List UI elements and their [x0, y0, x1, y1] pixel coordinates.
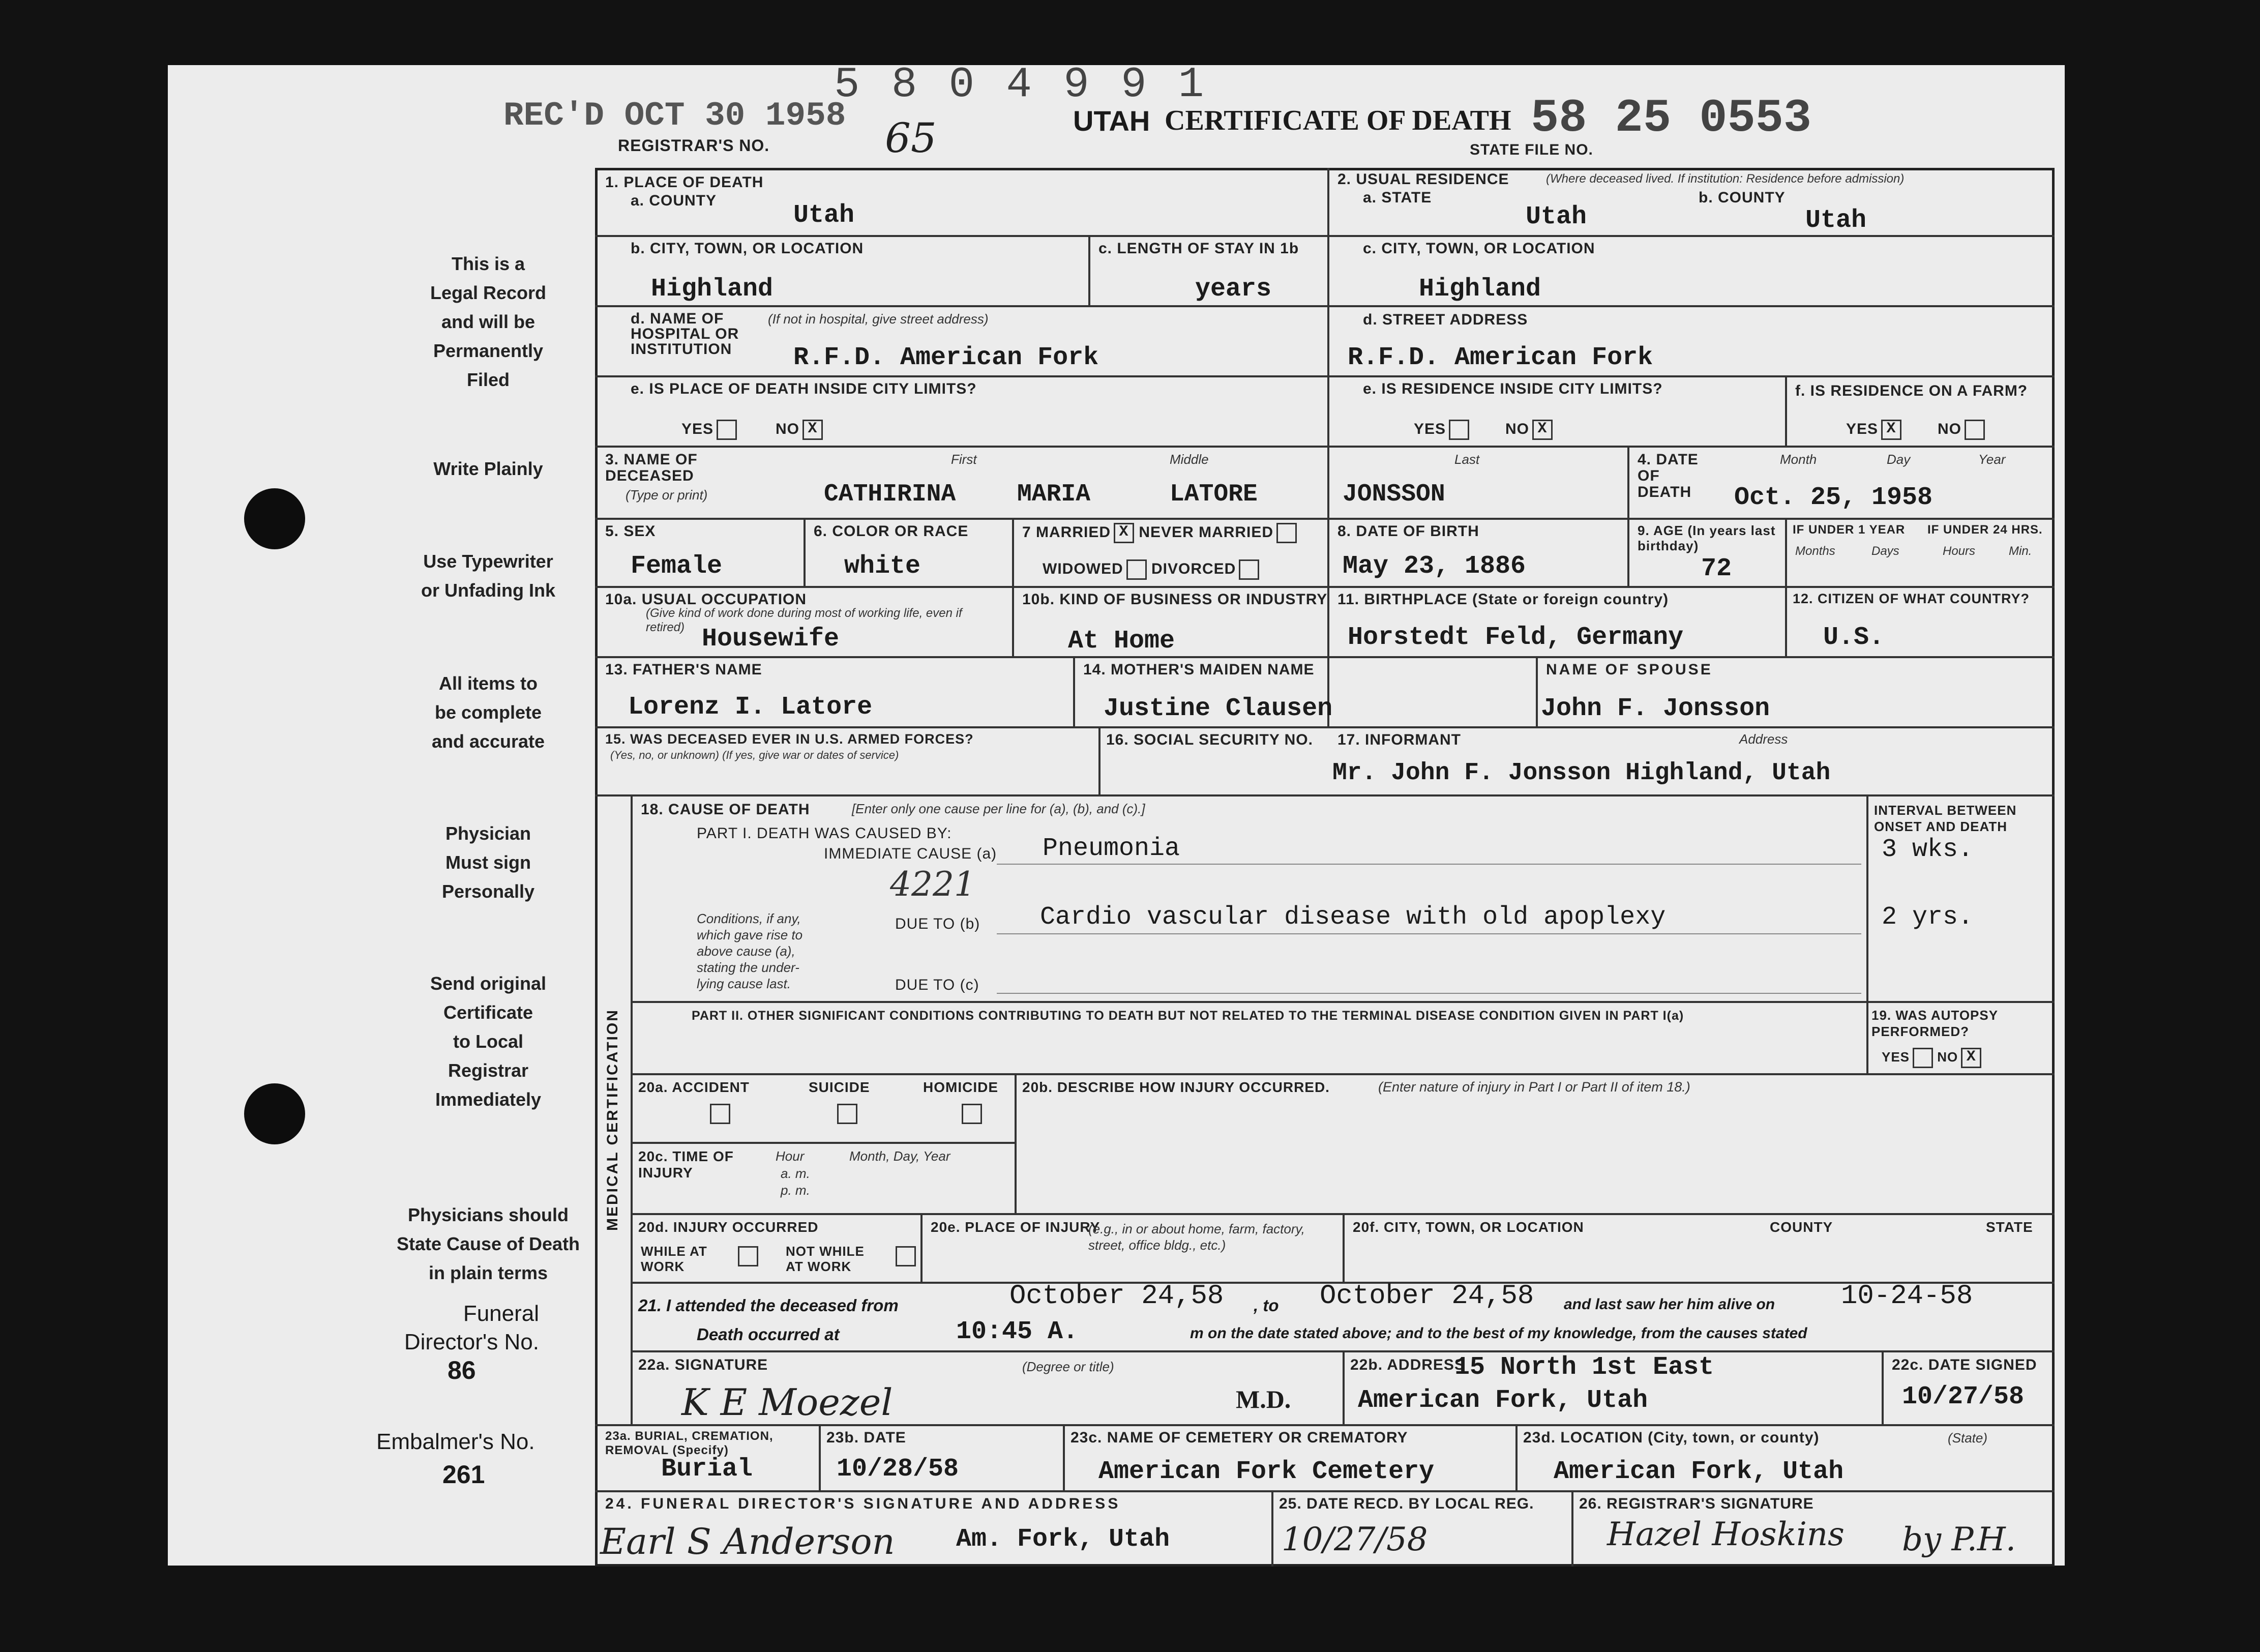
death-occurred-label: Death occurred at	[697, 1325, 840, 1344]
burial-date: 10/28/58	[837, 1455, 959, 1484]
physician-address-2: American Fork, Utah	[1358, 1386, 1648, 1415]
accident-checkbox[interactable]	[710, 1104, 730, 1124]
physician-signature: K E Moezel	[681, 1381, 893, 1424]
informant-label: 17. INFORMANT	[1337, 731, 1462, 748]
hours-label: Hours	[1943, 544, 1976, 558]
rule	[997, 993, 1861, 994]
rule	[1785, 375, 1787, 446]
conditions-note: Conditions, if any, which gave rise to above cause (a), stating the under- lying cause last.	[697, 911, 803, 991]
rule	[595, 586, 2055, 588]
rule	[1271, 1490, 1273, 1567]
place-of-injury-note: (e.g., in or about home, farm, factory, street, office bldg., etc.)	[1088, 1221, 1305, 1253]
informant-address-label: Address	[1739, 731, 1788, 747]
residence-county: Utah	[1805, 206, 1867, 235]
farm-label: f. IS RESIDENCE ON A FARM?	[1795, 382, 2028, 399]
age: 72	[1701, 554, 1732, 583]
checkbox[interactable]: X	[802, 420, 823, 440]
date-signed-label: 22c. DATE SIGNED	[1892, 1356, 2037, 1373]
rule	[631, 1073, 2055, 1075]
checkbox[interactable]: X	[1532, 420, 1553, 440]
death-inside-city-no[interactable]: NO X	[776, 420, 823, 440]
last-name: JONSSON	[1343, 481, 1445, 508]
date-of-birth: May 23, 1886	[1343, 552, 1526, 581]
embalmer-label: Embalmer's No.	[376, 1429, 535, 1454]
degree-label: (Degree or title)	[1022, 1359, 1114, 1374]
armed-forces-note: (Yes, no, or unknown) (If yes, give war or dates of service)	[610, 749, 899, 761]
rule	[595, 305, 2055, 307]
injury-occurred-label: 20d. INJURY OCCURRED	[638, 1219, 819, 1235]
funeral-director-address: Am. Fork, Utah	[956, 1525, 1170, 1554]
physician-address-1: 15 North 1st East	[1454, 1353, 1714, 1382]
rule	[804, 518, 806, 586]
checkbox[interactable]: X	[1881, 420, 1901, 440]
last-saw-date: 10-24-58	[1841, 1281, 1973, 1312]
occupation-note: (Give kind of work done during most of working life, even if retired)	[646, 606, 962, 634]
citizenship: U.S.	[1823, 623, 1885, 652]
hospital-name: R.F.D. American Fork	[793, 343, 1099, 372]
birthplace: Horstedt Feld, Germany	[1348, 623, 1684, 652]
accident-label: 20a. ACCIDENT	[638, 1079, 750, 1095]
business-label: 10b. KIND OF BUSINESS OR INDUSTRY	[1022, 591, 1328, 608]
rule	[1343, 1350, 1345, 1424]
rule	[1073, 656, 1075, 726]
side-write-plainly: Write Plainly	[433, 458, 543, 479]
age-label: 9. AGE (In years last birthday)	[1638, 523, 1776, 553]
occurred-statement: m on the date stated above; and to the best of my knowledge, from the causes stated	[1190, 1325, 1807, 1342]
part-two-label: PART II. OTHER SIGNIFICANT CONDITIONS CONTRIBUTING TO DEATH BUT NOT RELATED TO THE TERMINAL DISEASE CONDITION GIVEN IN PART I(a)	[692, 1009, 1684, 1023]
occupation: Housewife	[702, 625, 840, 654]
cemetery-location: American Fork, Utah	[1554, 1457, 1844, 1486]
homicide-label: HOMICIDE	[923, 1079, 998, 1095]
marital-married: 7 MARRIED X NEVER MARRIED	[1022, 523, 1297, 543]
disposition: Burial	[661, 1455, 753, 1484]
rule	[595, 446, 2055, 448]
injury-state-label: STATE	[1986, 1219, 2033, 1235]
rule	[595, 1490, 2055, 1492]
rule	[1536, 656, 1538, 726]
while-at-work: WHILE AT WORK	[641, 1244, 707, 1274]
immediate-cause: Pneumonia	[1043, 834, 1180, 863]
due-to-b-label: DUE TO (b)	[895, 916, 980, 932]
year-label: Year	[1978, 452, 2006, 467]
registrar-signature: Hazel Hoskins	[1607, 1516, 1845, 1553]
armed-forces-label: 15. WAS DECEASED EVER IN U.S. ARMED FORCES?	[605, 731, 974, 747]
attended-label: 21. I attended the deceased from	[638, 1296, 899, 1315]
business: At Home	[1068, 627, 1175, 656]
race: white	[844, 552, 921, 581]
residence-state-label: a. STATE	[1363, 189, 1432, 206]
place-of-death-label: 1. PLACE OF DEATH	[605, 174, 764, 191]
checkbox[interactable]	[1449, 420, 1469, 440]
hour-label: Hour	[776, 1148, 805, 1164]
injury-how-label: 20b. DESCRIBE HOW INJURY OCCURRED.	[1022, 1079, 1330, 1095]
rule	[1785, 518, 1787, 656]
rule	[920, 1213, 923, 1282]
rule	[997, 933, 1861, 934]
not-while-at-work-checkbox[interactable]	[896, 1246, 916, 1266]
length-of-stay: years	[1195, 275, 1272, 304]
father-name-label: 13. FATHER'S NAME	[605, 661, 762, 678]
rule	[631, 1142, 1015, 1144]
race-label: 6. COLOR OR RACE	[814, 523, 969, 540]
mother-name: Justine Clausen	[1104, 694, 1333, 723]
signature-label: 22a. SIGNATURE	[638, 1356, 768, 1373]
death-time: 10:45 A.	[956, 1317, 1079, 1346]
interval-b: 2 yrs.	[1882, 903, 1974, 932]
checkbox[interactable]	[717, 420, 737, 440]
funeral-director-signature: Earl S Anderson	[600, 1521, 895, 1562]
rule	[1627, 446, 1629, 518]
hospital-note: (If not in hospital, give street address)	[768, 311, 989, 327]
rule	[1012, 518, 1014, 656]
registrar-by: by P.H.	[1902, 1521, 2016, 1558]
checkbox[interactable]: X	[1961, 1048, 1981, 1068]
farm-yes[interactable]: YES X	[1846, 420, 1901, 440]
hospital-label: d. NAME OF HOSPITAL OR INSTITUTION	[631, 310, 739, 358]
funeral-director-no: 86	[448, 1356, 476, 1384]
cemetery-label: 23c. NAME OF CEMETERY OR CREMATORY	[1070, 1429, 1408, 1446]
rule	[1627, 518, 1629, 586]
residence-county-label: b. COUNTY	[1699, 189, 1786, 206]
injury-how-note: (Enter nature of injury in Part I or Part II of item 18.)	[1378, 1079, 1690, 1095]
while-at-work-checkbox[interactable]	[738, 1246, 758, 1266]
am-label: a. m.	[781, 1166, 810, 1181]
death-inside-city-yes[interactable]: YES	[681, 420, 737, 440]
interval-a: 3 wks.	[1882, 835, 1974, 864]
registrar-no: 65	[885, 114, 937, 162]
side-cause-plain: Physicians should State Cause of Death in plain terms	[396, 1204, 580, 1283]
days-label: Days	[1871, 544, 1899, 558]
due-to-b: Cardio vascular disease with old apoplexy	[1040, 903, 1666, 932]
title-state: UTAH	[1073, 105, 1150, 137]
sex-label: 5. SEX	[605, 523, 656, 540]
side-all-items: All items to be complete and accurate	[431, 673, 545, 752]
months-label: Months	[1795, 544, 1835, 558]
physician-degree: M.D.	[1236, 1385, 1291, 1413]
citizenship-label: 12. CITIZEN OF WHAT COUNTRY?	[1793, 591, 2030, 606]
immediate-cause-label: IMMEDIATE CAUSE (a)	[824, 845, 997, 862]
received-stamp: REC'D OCT 30 1958	[503, 97, 846, 135]
death-county-label: a. COUNTY	[631, 192, 717, 209]
attended-to-label: , to	[1254, 1296, 1279, 1315]
usual-residence-note: (Where deceased lived. If institution: Residence before admission)	[1546, 172, 1905, 186]
rule	[595, 375, 2055, 377]
middle-name-2: LATORE	[1170, 481, 1258, 508]
name-of-deceased-label: 3. NAME OF DECEASED	[605, 451, 698, 484]
rule	[1343, 1213, 1345, 1282]
month-label: Month	[1780, 452, 1817, 467]
occupation-label: 10a. USUAL OCCUPATION	[605, 591, 807, 608]
residence-state: Utah	[1526, 202, 1587, 231]
date-of-death: Oct. 25, 1958	[1734, 483, 1933, 512]
rule	[595, 518, 2055, 520]
date-received-label: 25. DATE RECD. BY LOCAL REG.	[1279, 1495, 1534, 1512]
spouse-label: NAME OF SPOUSE	[1546, 661, 1713, 678]
rule	[631, 794, 633, 1424]
farm-no[interactable]: NO	[1938, 420, 1985, 440]
funeral-director-signature-label: 24. FUNERAL DIRECTOR'S SIGNATURE AND ADDRESS	[605, 1495, 1121, 1512]
part-one-label: PART I. DEATH WAS CAUSED BY:	[697, 825, 952, 842]
death-county: Utah	[793, 201, 855, 230]
residence-city: Highland	[1419, 275, 1541, 304]
rule	[595, 794, 2055, 796]
father-name: Lorenz I. Latore	[628, 693, 873, 722]
embalmer-no: 261	[442, 1460, 485, 1489]
rule	[1015, 1073, 1017, 1213]
checkbox[interactable]	[1126, 559, 1147, 580]
burial-date-label: 23b. DATE	[826, 1429, 906, 1446]
rule	[1088, 235, 1090, 305]
due-to-c-label: DUE TO (c)	[895, 977, 979, 993]
checkbox[interactable]	[1913, 1048, 1933, 1068]
injury-city-label: 20f. CITY, TOWN, OR LOCATION	[1353, 1219, 1584, 1235]
under-24-hrs: IF UNDER 24 HRS.	[1927, 523, 2043, 537]
pm-label: p. m.	[781, 1183, 810, 1198]
rule	[1098, 726, 1101, 794]
certificate-form	[595, 168, 2055, 1567]
registrar-signature-label: 26. REGISTRAR'S SIGNATURE	[1579, 1495, 1814, 1512]
checkbox[interactable]	[1965, 420, 1985, 440]
rule	[1063, 1424, 1065, 1490]
residence-inside-city-no[interactable]: NO X	[1505, 420, 1553, 440]
day-label: Day	[1887, 452, 1911, 467]
side-send-original: Send original Certificate to Local Registrar Immediately	[430, 973, 547, 1110]
interval-label: INTERVAL BETWEEN ONSET AND DEATH	[1874, 803, 2017, 834]
rule	[595, 1424, 2055, 1426]
cemetery-location-label: 23d. LOCATION (City, town, or county)	[1523, 1429, 1820, 1446]
first-label: First	[951, 452, 977, 467]
checkbox[interactable]: X	[1114, 523, 1134, 543]
rule	[819, 1424, 821, 1490]
informant: Mr. John F. Jonsson Highland, Utah	[1332, 759, 1831, 787]
residence-inside-city-yes[interactable]: YES	[1414, 420, 1469, 440]
cemetery-state-label: (State)	[1948, 1430, 1988, 1446]
state-file-label: STATE FILE NO.	[1470, 141, 1593, 158]
middle-name: MARIA	[1017, 481, 1091, 508]
punch-hole	[244, 488, 305, 549]
middle-label: Middle	[1170, 452, 1209, 467]
marital-widowed: WIDOWED DIVORCED	[1043, 559, 1259, 580]
autopsy-label: 19. WAS AUTOPSY PERFORMED?	[1871, 1008, 1998, 1039]
usual-residence-label: 2. USUAL RESIDENCE	[1337, 171, 1509, 188]
rule	[631, 1001, 2055, 1003]
cause-of-death-label: 18. CAUSE OF DEATH	[641, 801, 810, 818]
serial-number: 5 8 0 4 9 9 1	[834, 61, 1207, 109]
death-city: Highland	[651, 275, 774, 304]
death-city-label: b. CITY, TOWN, OR LOCATION	[631, 240, 864, 257]
residence-city-label: c. CITY, TOWN, OR LOCATION	[1363, 240, 1595, 257]
birthplace-label: 11. BIRTHPLACE (State or foreign country)	[1337, 591, 1669, 608]
last-label: Last	[1454, 452, 1480, 467]
side-typewriter: Use Typewriter or Unfading Ink	[421, 551, 555, 601]
cemetery: American Fork Cemetery	[1098, 1457, 1435, 1486]
name-note: (Type or print)	[626, 487, 708, 503]
autopsy-yes[interactable]: YES NO X	[1882, 1048, 1981, 1068]
death-inside-city-label: e. IS PLACE OF DEATH INSIDE CITY LIMITS?	[631, 380, 977, 397]
registrar-no-label: REGISTRAR'S NO.	[618, 136, 770, 155]
mdy-label: Month, Day, Year	[849, 1148, 950, 1164]
suicide-checkbox[interactable]	[837, 1104, 857, 1124]
street-address: R.F.D. American Fork	[1348, 343, 1653, 372]
rule	[595, 726, 2055, 728]
checkbox[interactable]	[1276, 523, 1297, 543]
physician-address-label: 22b. ADDRESS	[1350, 1356, 1465, 1373]
date-received: 10/27/58	[1282, 1521, 1428, 1558]
suicide-label: SUICIDE	[809, 1079, 870, 1095]
ssn-label: 16. SOCIAL SECURITY NO.	[1106, 731, 1313, 748]
date-of-birth-label: 8. DATE OF BIRTH	[1337, 523, 1479, 540]
minutes-label: Min.	[2009, 544, 2032, 558]
rule	[997, 864, 1861, 865]
length-of-stay-label: c. LENGTH OF STAY IN 1b	[1098, 240, 1299, 257]
spouse-name: John F. Jonsson	[1541, 694, 1770, 723]
time-of-injury-label: 20c. TIME OF INJURY	[638, 1148, 734, 1181]
checkbox[interactable]	[1239, 559, 1259, 580]
date-of-death-label: 4. DATE OF DEATH	[1638, 451, 1699, 500]
state-file-number: 58 25 0553	[1531, 92, 1812, 145]
rule	[1515, 1424, 1518, 1490]
last-saw-label: and last saw her him alive on	[1564, 1296, 1775, 1313]
certificate-title: CERTIFICATE OF DEATH	[1165, 105, 1511, 136]
date-signed: 10/27/58	[1902, 1382, 2025, 1411]
rule	[1866, 794, 1868, 1073]
cause-note: [Enter only one cause per line for (a), (b), and (c).]	[852, 801, 1145, 816]
rule	[1882, 1350, 1884, 1424]
rule	[1571, 1490, 1573, 1567]
rule	[595, 235, 2055, 237]
residence-inside-city-label: e. IS RESIDENCE INSIDE CITY LIMITS?	[1363, 380, 1663, 397]
medical-certification-label: MEDICAL CERTIFICATION	[604, 1009, 621, 1231]
mother-name-label: 14. MOTHER'S MAIDEN NAME	[1083, 661, 1315, 678]
street-address-label: d. STREET ADDRESS	[1363, 311, 1528, 328]
under-one-year: IF UNDER 1 YEAR	[1793, 523, 1906, 537]
funeral-director-label: Funeral Director's No.	[404, 1301, 539, 1354]
sex: Female	[631, 552, 723, 581]
attended-from: October 24,58	[1009, 1281, 1224, 1312]
attended-to: October 24,58	[1320, 1281, 1534, 1312]
rule	[595, 656, 2055, 658]
cause-code: 4221	[890, 865, 975, 904]
first-name: CATHIRINA	[824, 481, 956, 508]
not-while-at-work: NOT WHILE AT WORK	[786, 1244, 865, 1274]
punch-hole	[244, 1083, 305, 1144]
disposition-label: 23a. BURIAL, CREMATION, REMOVAL (Specify)	[605, 1429, 774, 1457]
side-legal-record: This is a Legal Record and will be Permanently Filed	[430, 253, 547, 390]
side-physician: Physician Must sign Personally	[441, 823, 535, 902]
homicide-checkbox[interactable]	[962, 1104, 982, 1124]
injury-county-label: COUNTY	[1770, 1219, 1833, 1235]
place-of-injury-label: 20e. PLACE OF INJURY	[931, 1219, 1101, 1235]
